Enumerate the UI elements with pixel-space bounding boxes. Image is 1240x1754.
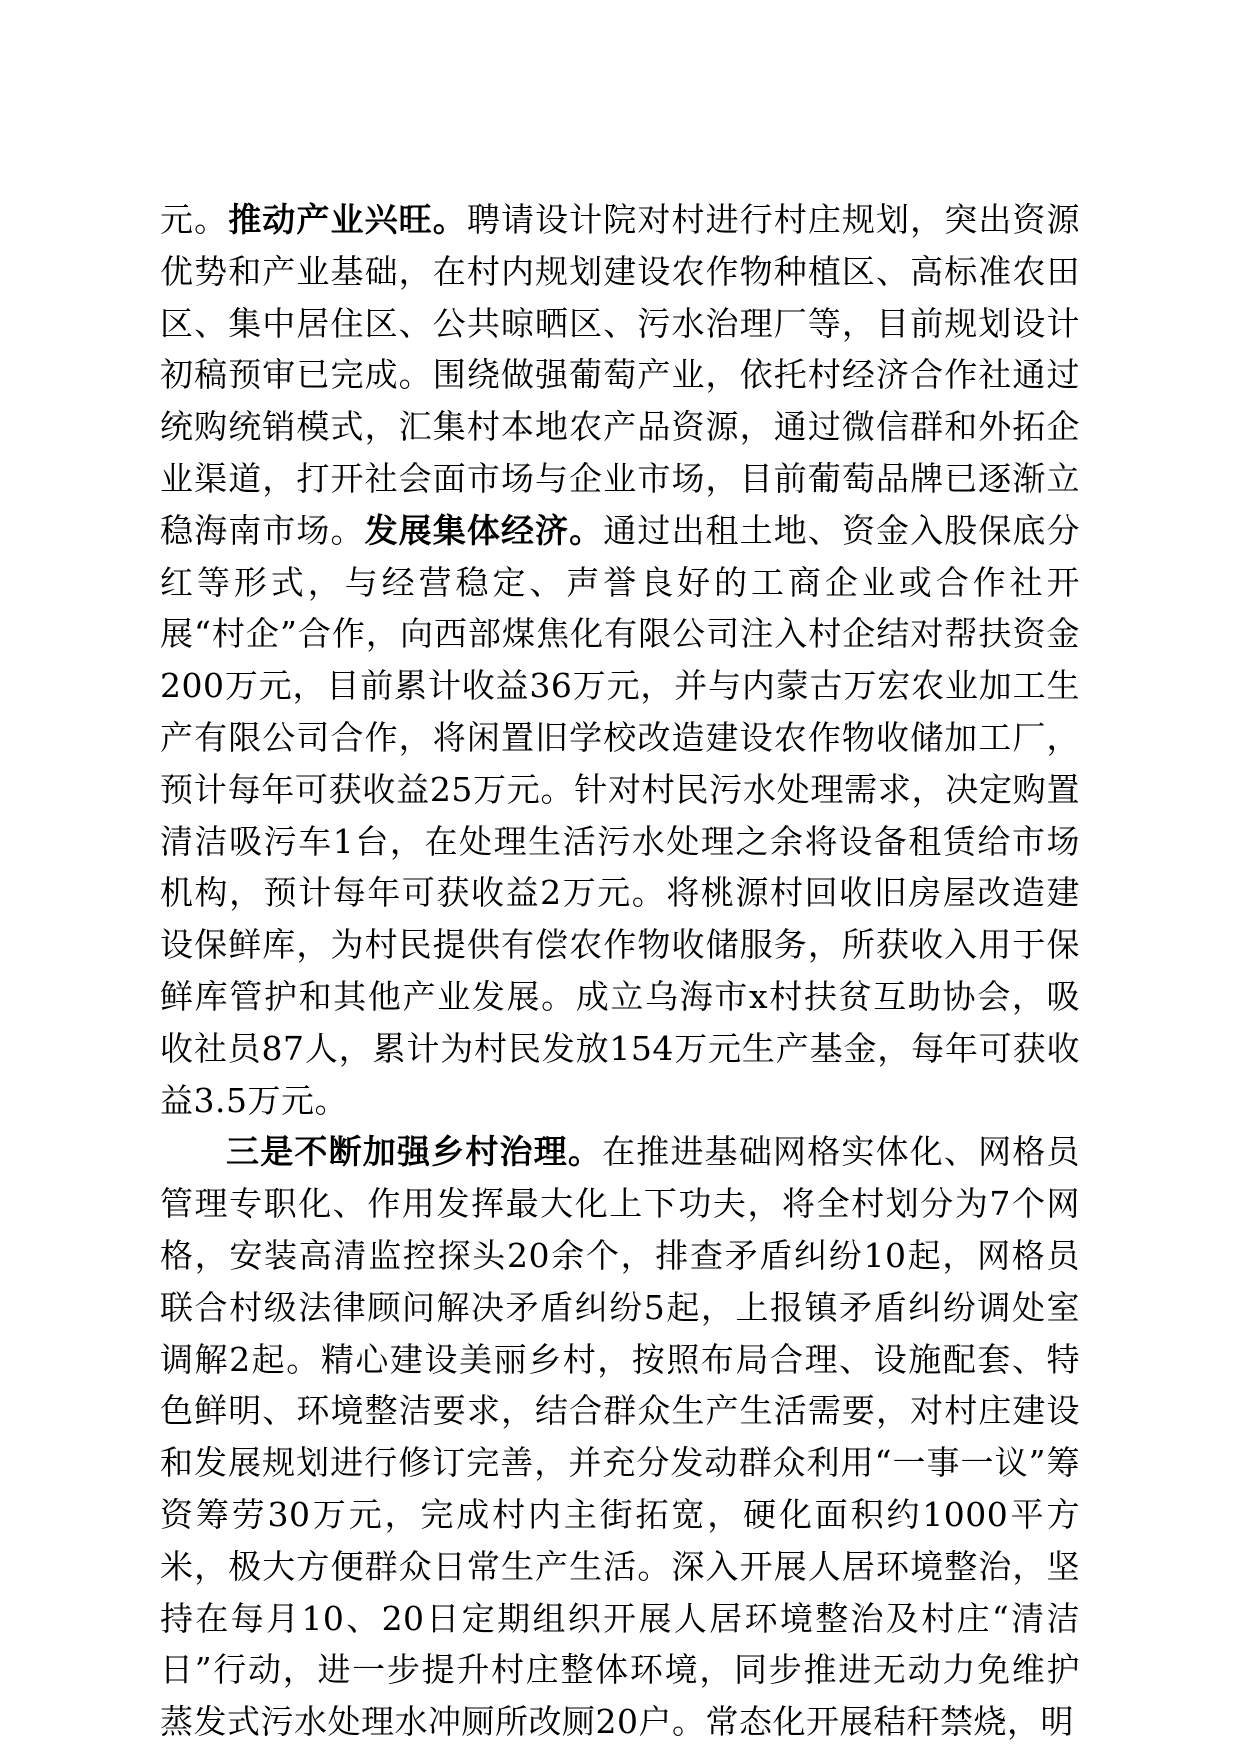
text-segment: 元。 [160, 200, 229, 239]
paragraph-industry-economy [160, 194, 1080, 1126]
paragraph-rural-governance [160, 1126, 1080, 1748]
text-segment: 通过出租土地、资金入股保底分红等形式，与经营稳定、声誉良好的工商企业或合作社开展“村企”合作，向西部煤焦化有限公司注入村企结对帮扶资金200万元，目前累计收益36万元，并与内蒙古万宏农业加工生产有限公司合作，将闲置旧学校改造建设农作物收储加工厂，预计每年可获收益25万元。针对村民污水处理需求，决定购置清洁吸污车1台，在处理生活污水处理之余将设备租赁给市场机构，预计每年可获收益2万元。将桃源村回收旧房屋改造建设保鲜库，为村民提供有偿农作物收储服务，所获收入用于保鲜库管护和其他产业发展。成立乌海市x村扶贫互助协会，吸收社员87人，累计为村民发放154万元生产基金，每年可获收益3.5万元。 [160, 510, 1081, 1120]
heading-promote-industry: 推动产业兴旺。 [228, 200, 467, 239]
heading-collective-economy: 发展集体经济。 [364, 510, 604, 550]
heading-rural-governance: 三是不断加强乡村治理。 [226, 1132, 603, 1172]
text-segment: 聘请设计院对村进行村庄规划，突出资源优势和产业基础，在村内规划建设农作物种植区、高标准农田区、集中居住区、公共晾晒区、污水治理厂等，目前规划设计初稿预审已完成。围绕做强葡萄产业，依托村经济合作社通过统购统销模式，汇集村本地农产品资源，通过微信群和外拓企业渠道，打开社会面市场与企业市场，目前葡萄品牌已逐渐立稳海南市场。 [160, 200, 1081, 550]
text-segment: 在推进基础网格实体化、网格员管理专职化、作用发挥最大化上下功夫，将全村划分为7个网格，安装高清监控探头20余个，排查矛盾纠纷10起，网格员联合村级法律顾问解决矛盾纠纷5起，上报镇矛盾纠纷调处室调解2起。精心建设美丽乡村，按照布局合理、设施配套、特色鲜明、环境整洁要求，结合群众生产生活需要，对村庄建设和发展规划进行修订完善，并充分发动群众利用“一事一议”筹资筹劳30万元，完成村内主街拓宽，硬化面积约1000平方米，极大方便群众日常生产生活。深入开展人居环境整治，坚持在每月10、20日定期组织开展人居环境整治及村庄“清洁日”行动，进一步提升村庄整体环境，同步推进无动力免维护蒸发式污水处理水冲厕所改厕20户。常态化开展秸秆禁烧，明 [160, 1132, 1080, 1742]
document-page [160, 194, 1080, 1748]
